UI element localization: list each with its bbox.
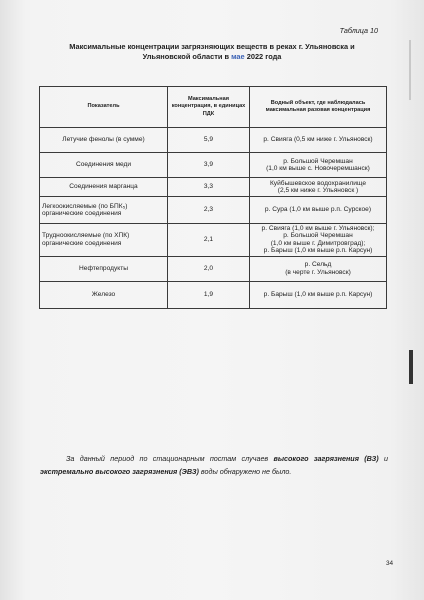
cell-value: 2,0 bbox=[168, 256, 250, 281]
place-line: р. Большой Черемшан bbox=[283, 157, 353, 165]
para-text: воды обнаружено не было. bbox=[200, 467, 292, 476]
title-month: мае bbox=[231, 52, 245, 61]
cell-value: 3,9 bbox=[168, 153, 250, 178]
cell-indicator: Соединения меди bbox=[40, 153, 168, 178]
place-line: р. Свияга (0,5 км ниже г. Ульяновск) bbox=[263, 136, 373, 144]
place-line: (1,0 км выше г. Димитровград); bbox=[270, 239, 366, 247]
table-title bbox=[50, 42, 374, 62]
para-bold-high-pollution: высокого загрязнения (ВЗ) bbox=[273, 454, 379, 463]
para-text: За данный период по стационарным постам случаев bbox=[66, 454, 269, 463]
table-row bbox=[40, 153, 387, 178]
page-edge-shadow bbox=[409, 40, 411, 100]
cell-indicator: Легкоокисляемые (по БПК₅) органические соединения bbox=[40, 197, 168, 224]
place-line: (1,0 км выше с. Новочеремшанск) bbox=[266, 165, 370, 172]
table-row bbox=[40, 178, 387, 197]
cell-value: 2,3 bbox=[168, 197, 250, 224]
concentration-table bbox=[39, 86, 387, 309]
header-water-body: Водный объект, где наблюдалась максимальная разовая концентрация bbox=[250, 87, 387, 128]
title-line-2 bbox=[50, 52, 374, 62]
place-line: р. Большой Черемшан bbox=[283, 232, 353, 240]
cell-place bbox=[250, 256, 387, 281]
place-line: р. Сельд bbox=[304, 261, 332, 269]
place-line: р. Барыш (1,0 км выше р.п. Карсун) bbox=[263, 290, 373, 298]
cell-indicator: Трудноокисляемые (по ХПК) органические соединения bbox=[40, 224, 168, 257]
summary-paragraph bbox=[40, 452, 388, 478]
para-bold-extreme-pollution: экстремально высокого загрязнения (ЭВЗ) bbox=[40, 467, 199, 476]
para-text: и bbox=[384, 454, 389, 463]
title-line-2-end: 2022 года bbox=[246, 52, 282, 61]
page-edge-mark bbox=[409, 350, 413, 384]
cell-place bbox=[250, 178, 387, 197]
cell-indicator: Железо bbox=[40, 281, 168, 308]
cell-place bbox=[250, 153, 387, 178]
table-row bbox=[40, 281, 387, 308]
header-indicator: Показатель bbox=[40, 87, 168, 128]
table-row bbox=[40, 256, 387, 281]
cell-indicator: Летучие фенолы (в сумме) bbox=[40, 128, 168, 153]
place-line: (в черте г. Ульяновск) bbox=[285, 268, 351, 276]
table-header-row bbox=[40, 87, 387, 128]
cell-value: 5,9 bbox=[168, 128, 250, 153]
title-line-2-start: Ульяновской области в bbox=[142, 52, 229, 61]
table-row bbox=[40, 197, 387, 224]
table-label: Таблица 10 bbox=[339, 26, 378, 35]
cell-place bbox=[250, 224, 387, 257]
header-max-concentration: Максимальная концентрация, в единицах ПДК bbox=[168, 87, 250, 128]
cell-indicator: Нефтепродукты bbox=[40, 256, 168, 281]
place-line: р. Сура (1,0 км выше р.п. Сурское) bbox=[264, 206, 372, 214]
cell-place bbox=[250, 128, 387, 153]
cell-place bbox=[250, 197, 387, 224]
place-line: Куйбышевское водохранилище bbox=[269, 179, 367, 187]
cell-value: 2,1 bbox=[168, 224, 250, 257]
place-line: р. Барыш (1,0 км выше р.п. Карсун) bbox=[263, 247, 373, 255]
cell-indicator: Соединения марганца bbox=[40, 178, 168, 197]
cell-place bbox=[250, 281, 387, 308]
cell-value: 3,3 bbox=[168, 178, 250, 197]
page-number: 34 bbox=[386, 560, 394, 567]
table-row bbox=[40, 128, 387, 153]
place-line: (2,5 км ниже г. Ульяновск ) bbox=[277, 187, 359, 194]
place-line: р. Свияга (1,0 км выше г. Ульяновск); bbox=[261, 225, 375, 232]
title-line-1: Максимальные концентрации загрязняющих веществ в реках г. Ульяновска и bbox=[69, 42, 355, 51]
cell-value: 1,9 bbox=[168, 281, 250, 308]
table-row bbox=[40, 224, 387, 257]
